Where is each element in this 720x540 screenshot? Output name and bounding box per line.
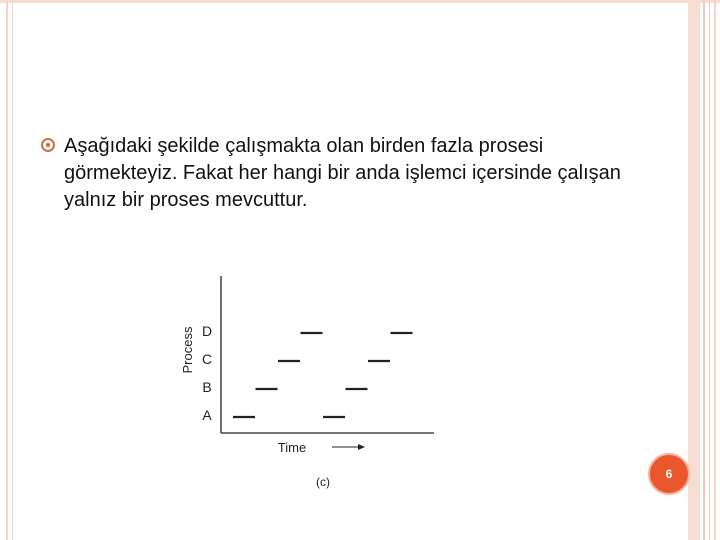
frame-left-stripe (6, 0, 8, 540)
slide-number-badge: 6 (648, 453, 690, 495)
frame-right-line (709, 0, 710, 540)
frame-right-band (688, 0, 700, 540)
process-label-c: C (201, 351, 213, 367)
process-label-b: B (202, 379, 212, 395)
gear-bullet-icon (40, 137, 56, 153)
process-label-d: D (201, 323, 213, 339)
frame-right-line (714, 0, 716, 540)
frame-left-line (12, 0, 13, 540)
bullet-text: Aşağıdaki şekilde çalışmakta olan birden fazla prosesi görmekteyiz. Fakat her hangi bir anda işlemci içersinde çalışan yalnız bir proses mevcuttur. (64, 135, 621, 211)
process-timeline-figure (176, 268, 446, 498)
time-arrow-icon (332, 444, 365, 450)
y-axis-label: Process (180, 326, 195, 374)
figure-caption: (c) (316, 475, 330, 489)
x-axis-label: Time (277, 440, 307, 455)
frame-top-stripe (0, 0, 720, 3)
frame-right-line (703, 0, 705, 540)
process-label-a: A (202, 407, 212, 423)
